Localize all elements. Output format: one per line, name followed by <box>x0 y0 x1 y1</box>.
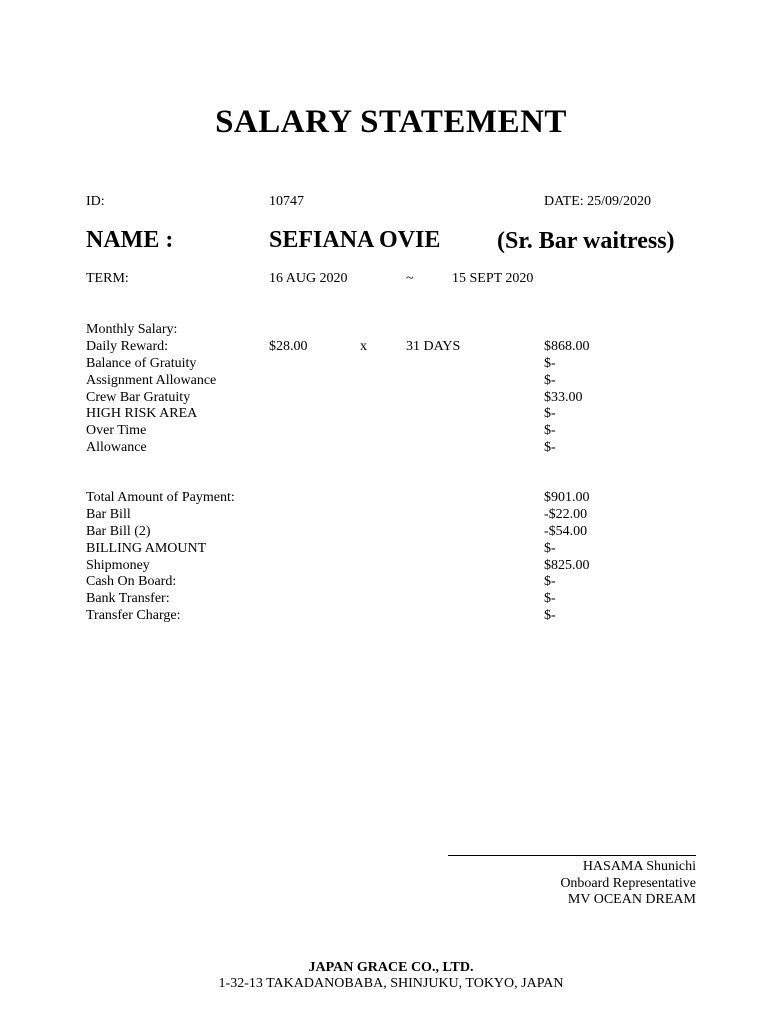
term-label: TERM: <box>86 271 129 286</box>
company-name: JAPAN GRACE CO., LTD. <box>308 960 474 975</box>
payment-label: Cash On Board: <box>86 574 177 589</box>
payment-amount: $825.00 <box>544 558 590 573</box>
payment-amount: -$54.00 <box>544 524 588 539</box>
earning-label: HIGH RISK AREA <box>86 406 198 421</box>
days-count: 31 DAYS <box>406 339 461 354</box>
signatory-name: HASAMA Shunichi <box>582 859 696 874</box>
statement-title: SALARY STATEMENT <box>215 104 567 140</box>
signatory-vessel: MV OCEAN DREAM <box>567 892 696 907</box>
payment-label: BILLING AMOUNT <box>86 541 207 556</box>
earning-label: Over Time <box>86 423 147 438</box>
earning-label: Crew Bar Gratuity <box>86 390 191 405</box>
multiply-sign: x <box>360 339 367 354</box>
name-label: NAME : <box>86 227 174 253</box>
earning-amount: $868.00 <box>544 339 590 354</box>
term-end: 15 SEPT 2020 <box>452 271 534 286</box>
daily-rate: $28.00 <box>269 339 308 354</box>
earning-amount: $- <box>544 423 556 438</box>
payment-amount: -$22.00 <box>544 507 588 522</box>
term-start: 16 AUG 2020 <box>269 271 348 286</box>
id-value: 10747 <box>269 194 304 209</box>
id-label: ID: <box>86 194 105 209</box>
payment-label: Total Amount of Payment: <box>86 490 235 505</box>
earning-amount: $- <box>544 440 556 455</box>
payment-amount: $- <box>544 574 556 589</box>
term-separator: ~ <box>406 271 414 286</box>
monthly-salary-label: Monthly Salary: <box>86 322 178 337</box>
company-address: 1-32-13 TAKADANOBABA, SHINJUKU, TOKYO, JAPAN <box>218 976 564 991</box>
earning-label: Allowance <box>86 440 147 455</box>
payment-amount: $- <box>544 591 556 606</box>
payment-label: Bank Transfer: <box>86 591 170 606</box>
earning-amount: $- <box>544 356 556 371</box>
earning-amount: $33.00 <box>544 390 583 405</box>
payment-label: Bar Bill <box>86 507 131 522</box>
payment-amount: $- <box>544 608 556 623</box>
earning-label: Assignment Allowance <box>86 373 217 388</box>
payment-label: Shipmoney <box>86 558 150 573</box>
statement-date: DATE: 25/09/2020 <box>544 194 651 209</box>
earning-amount: $- <box>544 406 556 421</box>
employee-name: SEFIANA OVIE <box>269 227 441 253</box>
earning-label: Balance of Gratuity <box>86 356 197 371</box>
employee-position: (Sr. Bar waitress) <box>497 228 675 254</box>
signatory-role: Onboard Representative <box>560 876 696 891</box>
payment-label: Bar Bill (2) <box>86 524 151 539</box>
payment-amount: $- <box>544 541 556 556</box>
earning-amount: $- <box>544 373 556 388</box>
earning-label: Daily Reward: <box>86 339 169 354</box>
signature-line <box>448 855 696 856</box>
payment-amount: $901.00 <box>544 490 590 505</box>
payment-label: Transfer Charge: <box>86 608 181 623</box>
